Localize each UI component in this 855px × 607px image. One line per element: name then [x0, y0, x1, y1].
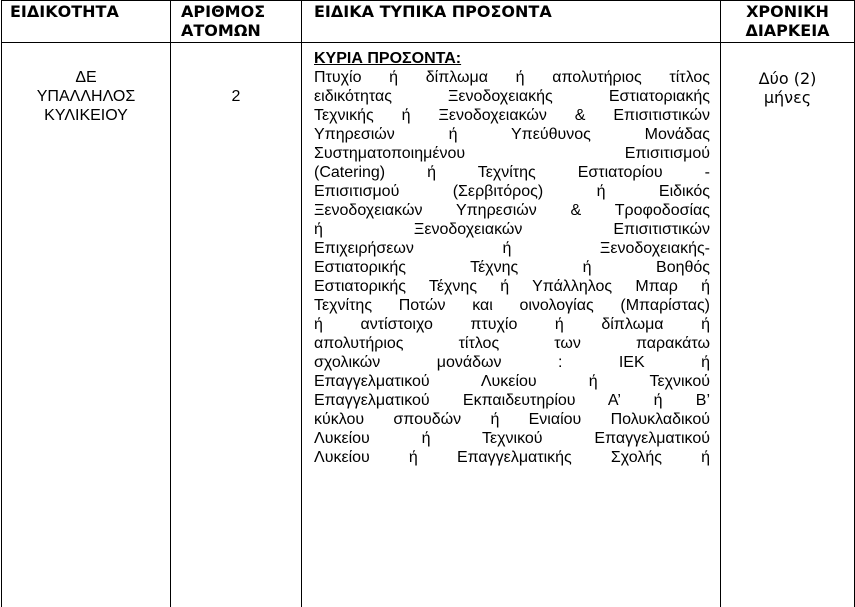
qualifications-line: Τεχνίτης Ποτών και οινολογίας (Μπαρίστας)	[314, 296, 710, 315]
qualifications-line: απολυτήριος τίτλος των παρακάτω	[314, 334, 710, 353]
qualifications-line: ειδικότητας Ξενοδοχειακής Εστιατοριακής	[314, 87, 710, 106]
person-count: 2	[171, 87, 301, 106]
header-row	[2, 1, 855, 43]
qualifications-text	[314, 68, 710, 467]
qualifications-line: Εστιατορικής Τέχνης ή Υπάλληλος Μπαρ ή	[314, 277, 710, 296]
qualifications-line: Ξενοδοχειακών Υπηρεσιών & Τροφοδοσίας	[314, 201, 710, 220]
qualifications-line: Λυκείου ή Τεχνικού Επαγγελματικού	[314, 429, 710, 448]
header-qualifications: ΕΙΔΙΚΑ ΤΥΠΙΚΑ ΠΡΟΣΟΝΤΑ	[302, 1, 721, 43]
qualifications-line: ή Ξενοδοχειακών Επισιτιστικών	[314, 220, 710, 239]
specialty-line: ΚΥΛΙΚΕΙΟΥ	[2, 106, 170, 125]
qualifications-heading: ΚΥΡΙΑ ΠΡΟΣΟΝΤΑ:	[314, 49, 710, 68]
requirements-table	[1, 0, 855, 607]
header-specialty: ΕΙΔΙΚΟΤΗΤΑ	[2, 1, 171, 43]
qualifications-line: Εστιατορικής Τέχνης ή Βοηθός	[314, 258, 710, 277]
qualifications-line: Λυκείου ή Επαγγελματικής Σχολής ή	[314, 448, 710, 467]
specialty-line: ΔΕ	[2, 68, 170, 87]
qualifications-line: Επισιτισμού (Σερβιτόρος) ή Ειδικός	[314, 182, 710, 201]
qualifications-line: Υπηρεσιών ή Υπεύθυνος Μονάδας	[314, 125, 710, 144]
header-count: ΑΡΙΘΜΟΣ ΑΤΟΜΩΝ	[171, 1, 302, 43]
count-cell	[171, 43, 302, 607]
qualifications-line: (Catering) ή Τεχνίτης Εστιατορίου -	[314, 163, 710, 182]
qualifications-line: κύκλου σπουδών ή Ενιαίου Πολυκλαδικού	[314, 410, 710, 429]
qualifications-cell	[302, 43, 721, 607]
qualifications-line: Συστηματοποιημένου Επισιτισμού	[314, 144, 710, 163]
qualifications-line: Επαγγελματικού Εκπαιδευτηρίου Α’ ή Β’	[314, 391, 710, 410]
header-duration: ΧΡΟΝΙΚΗ ΔΙΑΡΚΕΙΑ	[721, 1, 855, 43]
qualifications-line: ή αντίστοιχο πτυχίο ή δίπλωμα ή	[314, 315, 710, 334]
qualifications-line: Πτυχίο ή δίπλωμα ή απολυτήριος τίτλος	[314, 68, 710, 87]
qualifications-line: σχολικών μονάδων : ΙΕΚ ή	[314, 353, 710, 372]
table-row	[2, 43, 855, 607]
qualifications-line: Τεχνικής ή Ξενοδοχειακών & Επισιτιστικών	[314, 106, 710, 125]
duration-line: Δύο (2)	[721, 69, 854, 88]
qualifications-line: Επιχειρήσεων ή Ξενοδοχειακής-	[314, 239, 710, 258]
duration-cell	[721, 43, 855, 607]
specialty-line: ΥΠΑΛΛΗΛΟΣ	[2, 87, 170, 106]
specialty-cell	[2, 43, 171, 607]
duration-line: μήνες	[721, 88, 854, 107]
qualifications-line: Επαγγελματικού Λυκείου ή Τεχνικού	[314, 372, 710, 391]
